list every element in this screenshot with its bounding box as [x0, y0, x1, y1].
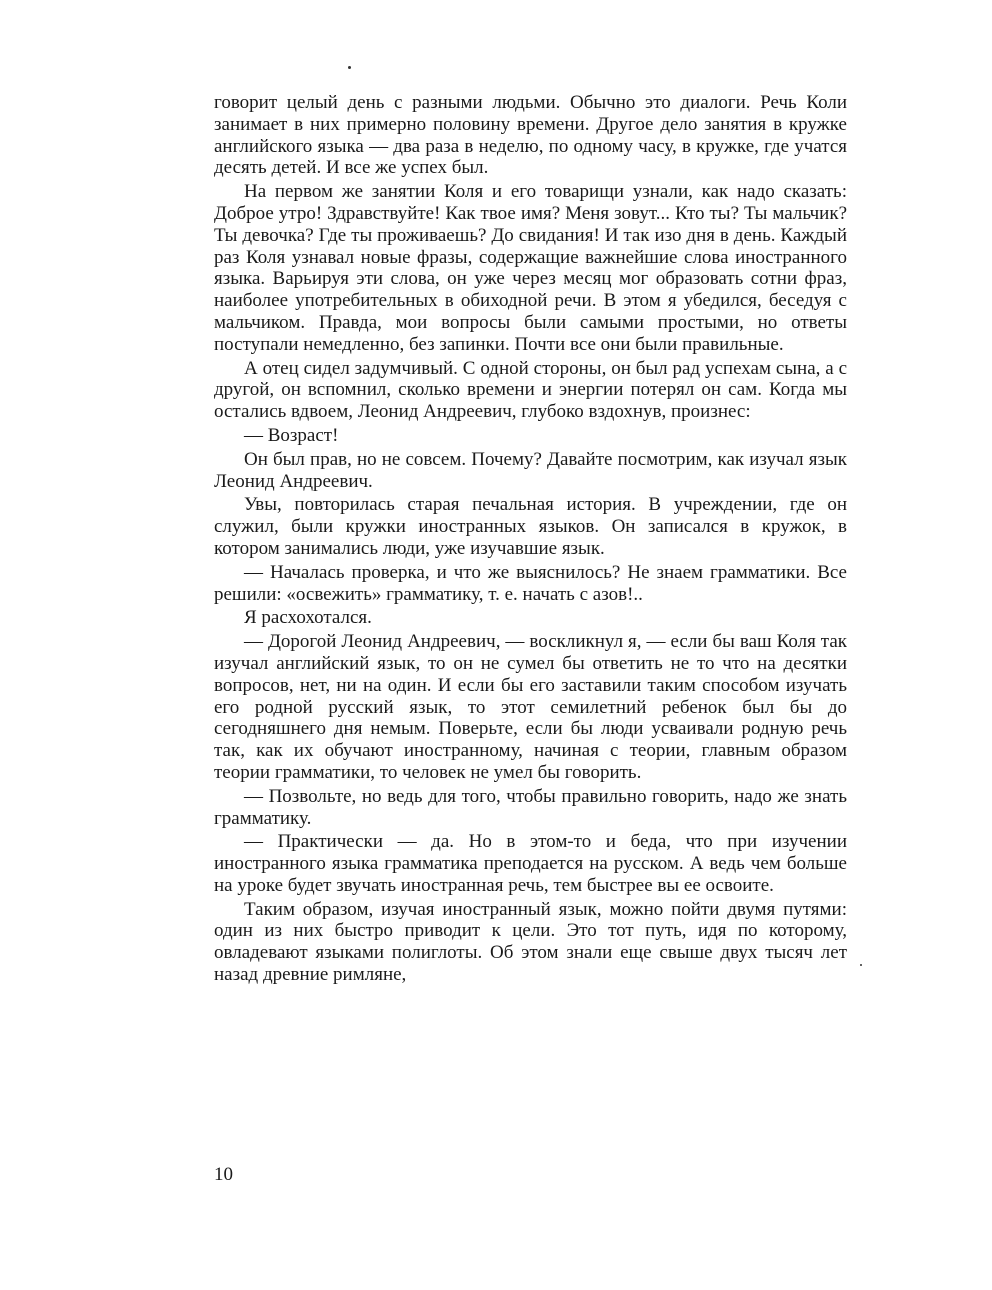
paragraph: — Позвольте, но ведь для того, чтобы правильно говорить, надо же знать грамматику.: [214, 785, 847, 829]
paragraph: А отец сидел задумчивый. С одной стороны, он был рад успехам сына, а с другой, он вспомнил, сколько времени и энергии потерял он сам. Когда мы остались вдвоем, Леонид Андреевич, глубоко вздохнув, произнес:: [214, 357, 847, 423]
paragraph: говорит целый день с разными людьми. Обычно это диалоги. Речь Коли занимает в них примерно половину времени. Другое дело занятия в кружке английского языка — два раза в неделю, по одному часу, в кружке, где учатся десять детей. И все же успех был.: [214, 92, 847, 179]
paragraph: — Началась проверка, и что же выяснилось? Не знаем грамматики. Все решили: «освежить» грамматику, т. е. начать с азов!..: [214, 561, 847, 605]
paragraph: — Дорогой Леонид Андреевич, — воскликнул я, — если бы ваш Коля так изучал английский язык, то он не сумел бы ответить не то что на десятки вопросов, нет, ни на один. И если бы его заставили таким способом изучать его родной русский язык, то этот семилетний ребенок был бы до сегодняшнего дня немым. Поверьте, если бы люди усваивали родную речь так, как их обучают иностранному, начиная с теории, главным образом теории грамматики, то человек не умел бы говорить.: [214, 631, 847, 783]
page-body: [214, 92, 847, 986]
paragraph: Таким образом, изучая иностранный язык, можно пойти двумя путями: один из них быстро приводит к цели. Это тот путь, идя по которому, овладевают языками полиглоты. Об этом знали еще свыше двух тысяч лет назад древние римляне,: [214, 898, 847, 986]
paragraph: — Возраст!: [244, 424, 339, 446]
paragraph: На первом же занятии Коля и его товарищи узнали, как надо сказать: Доброе утро! Здравствуйте! Как твое имя? Меня зовут... Кто ты? Ты мальчик? Ты девочка? Где ты проживаешь? До свидания! И так изо дня в день. Каждый раз Коля узнавал новые фразы, содержащие важнейшие слова иностранного языка. Варьируя эти слова, он уже через месяц мог образовать сотни фраз, наиболее употребительных в обиходной речи. В этом я убедился, беседуя с мальчиком. Правда, мои вопросы были самыми простыми, но ответы поступали немедленно, без запинки. Почти все они были правильные.: [214, 181, 847, 355]
paragraph: Я расхохотался.: [244, 607, 372, 629]
paragraph: Он был прав, но не совсем. Почему? Давайте посмотрим, как изучал язык Леонид Андреевич.: [214, 448, 847, 492]
scan-speck: [860, 964, 862, 966]
scan-speck: [348, 66, 351, 69]
paragraph: Увы, повторилась старая печальная история. В учреждении, где он служил, были кружки иностранных языков. Он записался в кружок, в котором занимались люди, уже изучавшие язык.: [214, 494, 847, 559]
paragraph: — Практически — да. Но в этом-то и беда, что при изучении иностранного языка грамматика преподается на русском. А ведь чем больше на уроке будет звучать иностранная речь, тем быстрее вы ее освоите.: [214, 831, 847, 896]
page-number: 10: [214, 1164, 233, 1185]
